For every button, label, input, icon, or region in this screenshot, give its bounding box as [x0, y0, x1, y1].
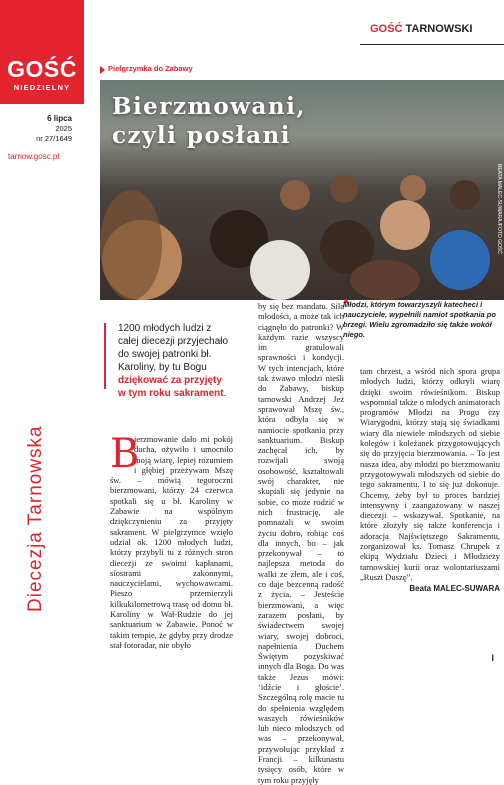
lead-paragraph: [118, 322, 230, 400]
brand-name: TARNOWSKI: [405, 23, 473, 35]
title-line-1: Bierzmowani,: [112, 93, 306, 120]
lead-rule: [104, 323, 106, 389]
article-column-3: [360, 366, 500, 595]
header-rule: [360, 44, 504, 45]
column-2-text: by się bez mandatu. Siła młodości, a może tak ich ciągnęło do patronki? W każdym razie wszyscy im gratulowali sprawności i kondycji. W tych intencjach, które tak żwawo młodzi nieśli do Zabawy, biskup tarnowski Andrzej Jeż sprawował Mszę św., która odbyła się w namiocie spotkania przy sanktuarium. Biskup zachęcał ich, by rozwijali swoją osobowość, kształtowali swój charakter, nie skupiali się jedynie na sobie, co może rodzić w nich frustrację, ale pomnażali w swoim życiu dobro, robiąc coś dla innych, bo – jak przekonywał – to najlepsza metoda do walki ze złem, ale i coś, co daje bezcenną radość z życia. – Jesteście bierzmowani, a więc zarazem posłani, by świadectwem swojej wiary, swojej dobroci, napełnienia Duchem Świętym pozyskiwać innych dla Boga. Do was także Jezus mówi: ‘idźcie i głoście’. Szczególną rolę macie tu do spełnienia względem waszych rówieśników lub nieco młodszych od was – przekonywał, przywołując przykład z Francji – kilkunastu tysięcy osób, które w tym roku przyjęły: [258, 301, 344, 785]
issue-date: 6 lipca: [47, 114, 72, 123]
brand-header: [370, 23, 472, 35]
gosc-logo: [0, 0, 84, 104]
author-signature: Beata MALEC-SUWARA: [409, 584, 500, 594]
lead-text: 1200 młodych ludzi z całej diecezji przyjechało do swojej patronki bł. Karoliny, by tu Bogu: [118, 323, 229, 373]
issue-year: 2025: [55, 124, 72, 133]
column-3-text: tam chrzest, a wśród nich spora grupa młodych ludzi, którzy odkryli wiarę dzięki swoim rówieśnikom. Biskup wspomniał także o młodych animatorach programów Młodzi na Progu czy Wiarygodni, którzy stają się świadkami wiary dla niewiele młodszych od siebie kolegów i koleżanek przygotowujących się do przyjęcia bierzmowania. – To jest nasza idea, aby młodzi po bierzmowaniu przygotowywali młodszych od siebie do tego sakramentu. I to się już dokonuje. Chcemy, żeby był to proces bardziej intensywny i zaangażowany w naszej diecezji – wskazywał. Spotkanie, na które złożyły się także konferencja i adoracja Najświętszego Sakramentu, zorganizował ks. Tomasz Chrupek z ekipą Wydziału Dzieci i Młodzieży tarnowskiej kurii oraz wolontariuszami „Ruszt Duszę”.: [360, 366, 500, 582]
logo-subtitle: NIEDZIELNY: [13, 83, 71, 92]
column-1-text: ierzmowanie dało mi pokój ducha, ożywiło i umocniło moją wiarę, lepiej rozumiem i głębiej przeżywam Mszę św. – mówią tegoroczni bierzmowani, którzy 24 czerwca spotkali się u bł. Karoliny w Zabawie na wspólnym dziękczynieniu za przyjęty sakrament. W pielgrzymce wzięło udział ok. 1200 młodych ludzi, którzy przybyli tu z różnych stron diecezji ze swoimi kapłanami, siostrami zakonnymi, nauczycielami, wychowawcami. Pieszo przemierzyli kilkukilometrową trasę od domu bł. Karoliny w Wał-Rudzie do jej sanktuarium w Zabawie. Ponoć w takim tempie, że gdyby przy drodze stał fotoradar, nie obyło: [110, 434, 233, 650]
vertical-section-title: Diecezja Tarnowska: [25, 425, 46, 612]
sidebar: [0, 0, 84, 671]
photo-caption: Młodzi, którym towarzyszyli katecheci i nauczyciele, wypełnili namiot spotkania po brzegi. Wielu zgromadziło się także wokół niego.: [343, 300, 496, 339]
drop-cap: B: [110, 431, 140, 477]
logo-word: GOŚĆ: [7, 56, 77, 82]
article-title: [112, 92, 306, 150]
kicker: Pielgrzymka do Zabawy: [108, 64, 193, 73]
issue-number: nr 27/1649: [36, 134, 72, 143]
lead-emphasis: dziękować za przyjęty w tym roku sakrament: [118, 375, 224, 399]
kicker-marker-icon: [100, 66, 105, 74]
brand-gosc: GOŚĆ: [370, 23, 403, 35]
page-number: I: [491, 653, 494, 663]
issue-info: [36, 114, 72, 144]
photo-credit: BEATA MALEC-SUWARA /FOTO GOŚĆ: [496, 164, 502, 254]
hero-photo: [100, 80, 504, 300]
lead-end: .: [223, 388, 227, 399]
article-column-2: [258, 301, 344, 785]
site-link[interactable]: tarnow.gosc.pl: [8, 152, 60, 161]
title-line-2: czyli posłani: [112, 122, 291, 149]
